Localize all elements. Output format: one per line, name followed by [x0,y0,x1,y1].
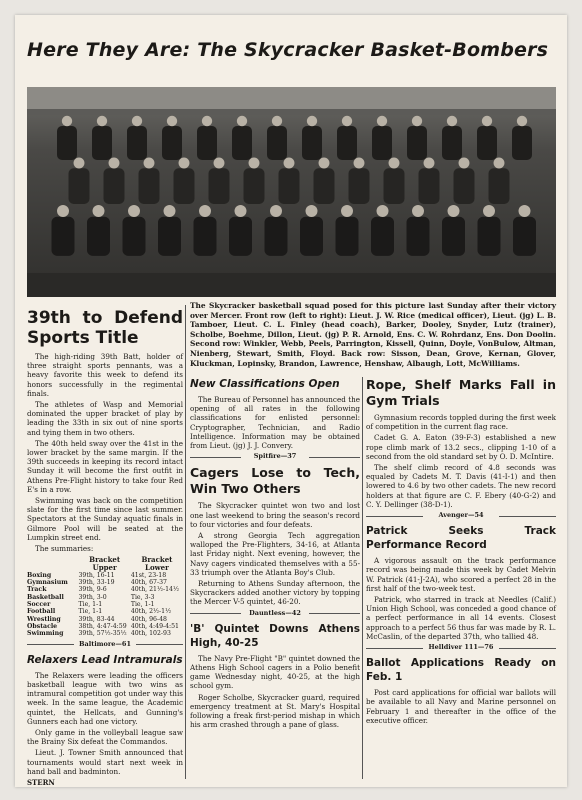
paragraph: Lieut. J. Towner Smith announced that tournaments would start next week in hand ball and badminton. [27,748,183,776]
summary-event: Wrestling [27,615,61,623]
team-photo-image [27,87,556,297]
summary-result: 40th, 2½-1½ [130,608,172,616]
summary-event: Obstacle [27,622,58,630]
paragraph: A vigorous assault on the track performance record was being made this week by Cadet Melvin W. Patrick (41-J-2A), who scored a perfect 28 in the first half of the two-week test. [366,556,556,593]
byline: STERN [27,777,55,787]
summary-row [27,594,183,601]
summary-row [27,630,183,637]
article-title: Relaxers Lead Intramurals [27,653,183,666]
summary-event: Football [27,608,56,616]
paragraph: The Navy Pre-Flight "B" quintet downed the Athens High School cagers in a Polio benefit game Wednesday night, 40-25, at the high school gym. [190,653,360,691]
summary-result: 39th, 33-19 [78,579,115,587]
summary-event: Boxing [27,571,52,579]
photo-caption: The Skycracker basketball squad posed for this picture last Sunday after their victory over Mercer. Front row (left to right): Lieut. J. W. Rice (medical officer), Lieut. (jg) L. B. Tamboer, Lieut. C. L. Finley (head coach), Barker, Dooley, Snyder, Lutz (trainer), Scholbe, Boehme, Dillon, Lieut. (jg) P. R. Arnold, Ens. C. W. Rohrdanz, Ens. Don Doolin. Second row: Winkler, Webb, Peels, Parrington, Kissell, Quinn, Doyle, VonBulow, Altman, Nienberg, Stewart, Smith, Floyd. Back row: Sisson, Dean, Grove, Kernan, Glover, Kluckman, Lopinsky, Brandon, Lawrence, Henshaw, Albaugh, Lott, McWilliams. [190,301,556,368]
summary-result: 39th, 16-11 [78,571,115,579]
paragraph: Patrick, who starred in track at Needles (Calif.) Union High School, was conceded a good chance of a perfect performance in all 14 events. Closest approach to a perfect 56 thus far was made by R. L. McCaslin, of the departed 37th, who tallied 48. [366,595,556,641]
article-title: Rope, Shelf Marks Fall in Gym Trials [366,377,556,408]
summary-row [27,623,183,630]
paragraph: Cadet G. A. Eaton (39-F-3) established a new rope climb mark of 13.2 secs., clipping 1-10 of a second from the old standard set by O. D. McIntire. [366,433,556,461]
column-middle [190,377,360,731]
article-title: Cagers Lose to Tech, Win Two Others [190,465,360,497]
summary-result: 39th, 83-44 [78,615,115,623]
summary-result: 40th, 4:49-4:51 [130,622,179,630]
paragraph: The athletes of Wasp and Memorial dominated the upper bracket of play by leading the 33th in six out of nine sports and tying them in two others. [27,400,183,437]
paragraph: The summaries: [35,544,94,554]
summary-event: Swimming [27,630,64,638]
summary-event: Soccer [27,601,51,609]
summary-result: 40th, 96-48 [130,615,167,623]
paragraph: A strong Georgia Tech aggregation walloped the Pre-Flighters, 34-16, at Atlanta last Friday night. Next evening, however, the Navy cagers vindicated themselves with a 55-33 triumph over the Atlanta Boy's Club. [190,531,360,577]
column-divider [185,305,186,779]
summary-result: 40th, 67-37 [130,579,167,587]
paragraph: Post card applications for official war ballots will be available to all Navy and Marine personnel on February 1 and thereafter in the office of the executive officer. [366,688,556,725]
summary-result: 41st, 23-18 [130,571,167,579]
section-separator: Helldiver 111—76 [366,643,556,652]
summary-event: Basketball [27,593,64,601]
summary-row [27,586,183,593]
article-title: Patrick Seeks Track Performance Record [366,525,556,552]
summary-table [27,555,183,637]
summary-event: Track [27,586,47,594]
summary-result: 40th, 21½-14½ [130,586,179,594]
article-title: 39th to Defend Sports Title [27,308,183,348]
summary-event: Gymnasium [27,579,68,587]
article-title: Ballot Applications Ready on Feb. 1 [366,657,556,684]
paragraph: The shelf climb record of 4.8 seconds was equaled by Cadets M. T. Davis (41-I-1) and then lowered to 4.6 by two other cadets. The new record holders at that figure are C. F. Ebery (40-G-2) and C. Y. Dellinger (38-D-1). [366,463,556,509]
summary-result: 39th, 57½-35½ [78,630,127,638]
paragraph: The high-riding 39th Batt, holder of three straight sports pennants, was a heavy favorite this week to defend its honors successfully in the regimental finals. [27,352,183,398]
paragraph: Roger Scholbe, Skycracker guard, required emergency treatment at St. Mary's Hospital following a freak first-period mishap in which his arm crashed through a pane of glass. [190,692,360,730]
summary-result: 38th, 4:47-4:59 [78,622,127,630]
summary-row [27,601,183,608]
section-separator: Baltimore—61 [27,640,183,649]
summary-result: 39th, 9-6 [78,586,107,594]
summary-row [27,579,183,586]
column-left [27,308,183,787]
summary-row [27,608,183,615]
newspaper-page [15,15,567,787]
paragraph: Returning to Athens Sunday afternoon, the Skycrackers added another victory by topping the Mercer V-5 quintet, 46-20. [190,579,360,607]
summary-header: Bracket Upper [89,555,121,572]
paragraph: Only game in the volleyball league saw the Brainy Six defeat the Commandos. [27,727,183,747]
summary-result: 39th, 3-0 [78,593,107,601]
summary-row [27,616,183,623]
paragraph: The Relaxers were leading the officers basketball league with two wins as intramural competition got under way this week. In the same league, the Academic quintet, the Hellcats, and Gunning's Gunners each had one victory. [27,670,183,726]
column-right [366,377,556,727]
headline: Here They Are: The Skycracker Basket-Bombers [27,39,549,61]
summary-result: Tie, 1-1 [130,601,155,609]
summary-header [27,555,78,572]
summary-header: Bracket Lower [141,555,173,572]
section-separator: Avenger—54 [366,511,556,520]
summary-result: Tie, 1-1 [78,608,103,616]
summary-result: Tie, 1-1 [78,601,103,609]
paragraph: The 40th held sway over the 41st in the lower bracket by the same margin. If the 39th succeeds in keeping its record intact Sunday it will become the first outfit in Athens Pre-Flight history to take four Red E's in a row. [27,438,183,494]
section-separator: Dauntless—42 [190,609,360,618]
article-title: 'B' Quintet Downs Athens High, 40-25 [190,622,360,649]
section-separator: Spitfire—37 [190,452,360,461]
summary-row [27,572,183,579]
team-photo [27,87,556,297]
summary-result: Tie, 3-3 [130,593,155,601]
summary-result: 40th, 102-93 [130,630,171,638]
paragraph: Gymnasium records toppled during the first week of competition in the current flag race. [366,413,556,432]
article-title: New Classifications Open [190,378,340,390]
column-divider [362,377,363,779]
paragraph: Swimming was back on the competition slate for the first time since last summer. Spectators at the Sunday aquatic finals in Gilmore Pool will be seated at the Lumpkin street end. [27,496,183,542]
paragraph: The Skycracker quintet won two and lost one last weekend to bring the season's record to four victories and four defeats. [190,501,360,529]
paragraph: The Bureau of Personnel has announced the opening of all rates in the following classifications for enlisted personnel: Cryptographer, Technician, and Radio Intelligence. Information may be obtained from Lieut. (jg) J. J. Convery. [190,395,360,451]
